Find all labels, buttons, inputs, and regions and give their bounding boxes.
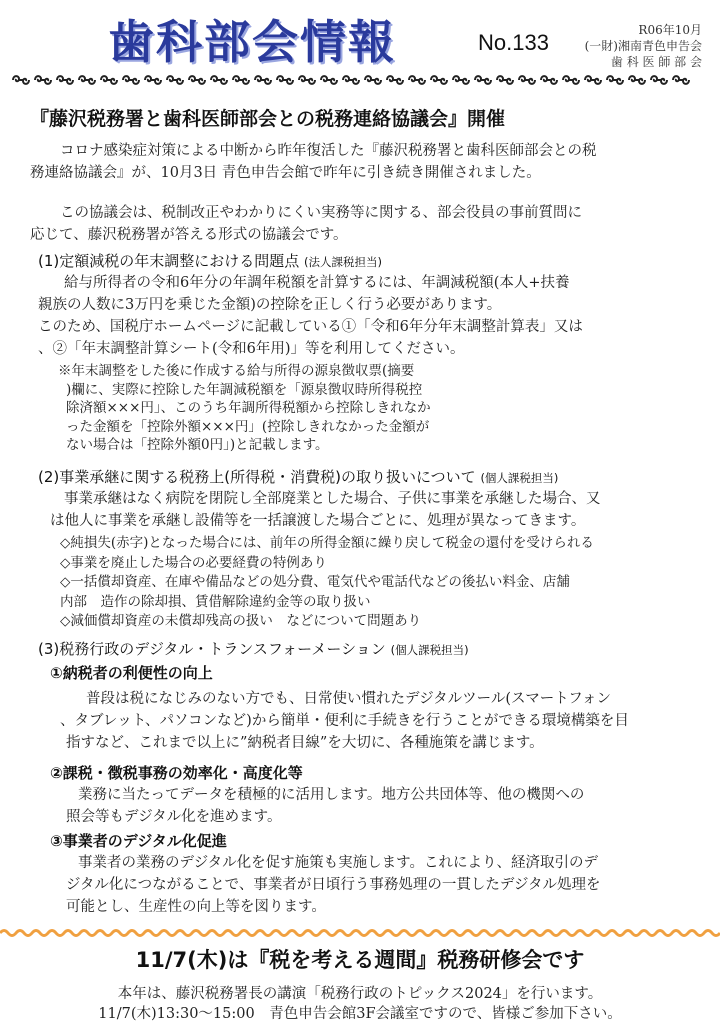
scroll-ornament-icon (648, 72, 670, 88)
section-3-sub-1: ①納税者の利便性の向上 (50, 664, 213, 682)
section-1-title: (1)定額減税の年末調整における問題点 (法人課税担当) (38, 252, 383, 270)
article-headline: 『藤沢税務署と歯科医師部会との税務連絡協議会』開催 (30, 108, 506, 130)
scroll-ornament-icon (208, 72, 230, 88)
section-3-sub-1-body: 普段は税になじみのない方でも、日常使い慣れたデジタルツール(スマートフォン 、タブレット、パソコンなど)から簡単・便利に手続きを行うことができる環境構築を目 指すなど、これまで以上に”納税者目線”を大切に、各種施策を講じます。 (60, 691, 629, 751)
scroll-ornament-icon (560, 72, 582, 88)
section-2-body: 事業承継はなく病院を閉院し全部廃業とした場合、子供に事業を承継した場合、又 は他人に事業を承継し設備等を一括譲渡した場合ごとに、処理が異なってきます。 (50, 491, 601, 529)
wavy-separator (0, 926, 720, 940)
section-3-sub-3-body: 事業者の業務のデジタル化を促す施策も実施します。これにより、経済取引のデ ジタル化につながることで、事業者が日頃行う事務処理の一貫したデジタル処理を 可能とし、生産性の向上等を図ります。 (66, 855, 601, 915)
scroll-ornament-icon (340, 72, 362, 88)
scroll-ornament-icon (164, 72, 186, 88)
page-title: 歯科部会情報 (108, 15, 396, 69)
issue-number: No.133 (478, 30, 549, 55)
section-2-title: (2)事業承継に関する税務上(所得税・消費税)の取り扱いについて (個人課税担当) (38, 468, 559, 486)
scroll-ornament-icon (230, 72, 252, 88)
scroll-ornament-icon (120, 72, 142, 88)
list-item: 内部 造作の除却損、賃借解除違約金等の取り扱い (60, 593, 371, 610)
scroll-ornament-icon (362, 72, 384, 88)
scroll-ornament-icon (318, 72, 340, 88)
scroll-ornament-icon (604, 72, 626, 88)
section-2-bullets (60, 534, 720, 632)
section-3-title: (3)税務行政のデジタル・トランスフォーメーション (個人課税担当) (38, 640, 469, 658)
scroll-ornament-icon (384, 72, 406, 88)
scroll-ornament-icon (670, 72, 692, 88)
scroll-ornament-icon (450, 72, 472, 88)
section-3-sub-2: ②課税・徴税事務の効率化・高度化等 (50, 764, 303, 782)
seminar-headline: 11/7(木)は『税を考える週間』税務研修会です (135, 948, 585, 972)
section-3-sub-2-body: 業務に当たってデータを積極的に活用します。地方公共団体等、他の機関への 照会等もデジタル化を進めます。 (66, 787, 585, 825)
section-3-dept: (個人課税担当) (390, 643, 469, 657)
section-1-dept: (法人課税担当) (304, 255, 383, 269)
scroll-ornament-icon (626, 72, 648, 88)
list-item: ◇事業を廃止した場合の必要経費の特例あり (60, 554, 327, 571)
scroll-ornament-icon (32, 72, 54, 88)
seminar-details: 本年は、藤沢税務署長の講演「税務行政のトピックス2024」を行います。 11/7(木)13:30～15:00 青色申告会館3F会議室ですので、皆様ご参加下さい。 (98, 986, 622, 1022)
section-3-sub-3: ③事業者のデジタル化促進 (50, 832, 227, 850)
ornament-divider (10, 72, 710, 88)
scroll-ornament-icon (76, 72, 98, 88)
scroll-ornament-icon (538, 72, 560, 88)
list-item: ◇純損失(赤字)となった場合には、前年の所得金額に繰り戻して税金の還付を受けられる (60, 535, 594, 551)
section-1-note: ※年末調整をした後に作成する給与所得の源泉徴収票(摘要 )欄に、実際に控除した年調減税額を「源泉徴収時所得税控 除済額×××円」、このうち年調所得税額から控除しきれなか った金額を「控除外額×××円」(控除しきれなかった金額が ない場合は「控除外額0円」)と記載します。 (58, 363, 431, 453)
intro-paragraph-1: コロナ感染症対策による中断から昨年復活した『藤沢税務署と歯科医師部会との税 務連絡協議会』が、10月3日 青色申告会館で昨年に引き続き開催されました。 (30, 143, 597, 181)
section-2-dept: (個人課税担当) (480, 471, 559, 485)
scroll-ornament-icon (274, 72, 296, 88)
scroll-ornament-icon (142, 72, 164, 88)
scroll-ornament-icon (516, 72, 538, 88)
scroll-ornament-icon (10, 72, 32, 88)
scroll-ornament-icon (54, 72, 76, 88)
scroll-ornament-icon (98, 72, 120, 88)
publisher-info (585, 22, 702, 70)
intro-paragraph-2: この協議会は、税制改正やわかりにくい実務等に関する、部会役員の事前質問に 応じて、藤沢税務署が答える形式の協議会です。 (30, 205, 582, 243)
scroll-ornament-icon (296, 72, 318, 88)
list-item: ◇一括償却資産、在庫や備品などの処分費、電気代や電話代などの後払い料金、店舗 (60, 574, 570, 590)
org-division: 歯 科 医 師 部 会 (610, 55, 702, 69)
scroll-ornament-icon (406, 72, 428, 88)
scroll-ornament-icon (582, 72, 604, 88)
scroll-ornament-icon (472, 72, 494, 88)
scroll-ornament-icon (494, 72, 516, 88)
list-item: ◇減価償却資産の未償却残高の扱い などについて問題あり (60, 613, 422, 629)
scroll-ornament-icon (428, 72, 450, 88)
scroll-ornament-icon (186, 72, 208, 88)
section-1-body: 給与所得者の令和6年分の年調年税額を計算するには、年調減税額(本人+扶養 親族の人数に3万円を乗じた金額)の控除を正しく行う必要があります。 このため、国税庁ホームページに記載している①「令和6年分年末調整計算表」又は 、②「年末調整計算シート(令和6年用)」等を利用してください。 (38, 275, 583, 357)
issue-date: R06年10月 (638, 23, 702, 37)
org-name: (一財)湘南青色申告会 (584, 39, 702, 53)
scroll-ornament-icon (252, 72, 274, 88)
